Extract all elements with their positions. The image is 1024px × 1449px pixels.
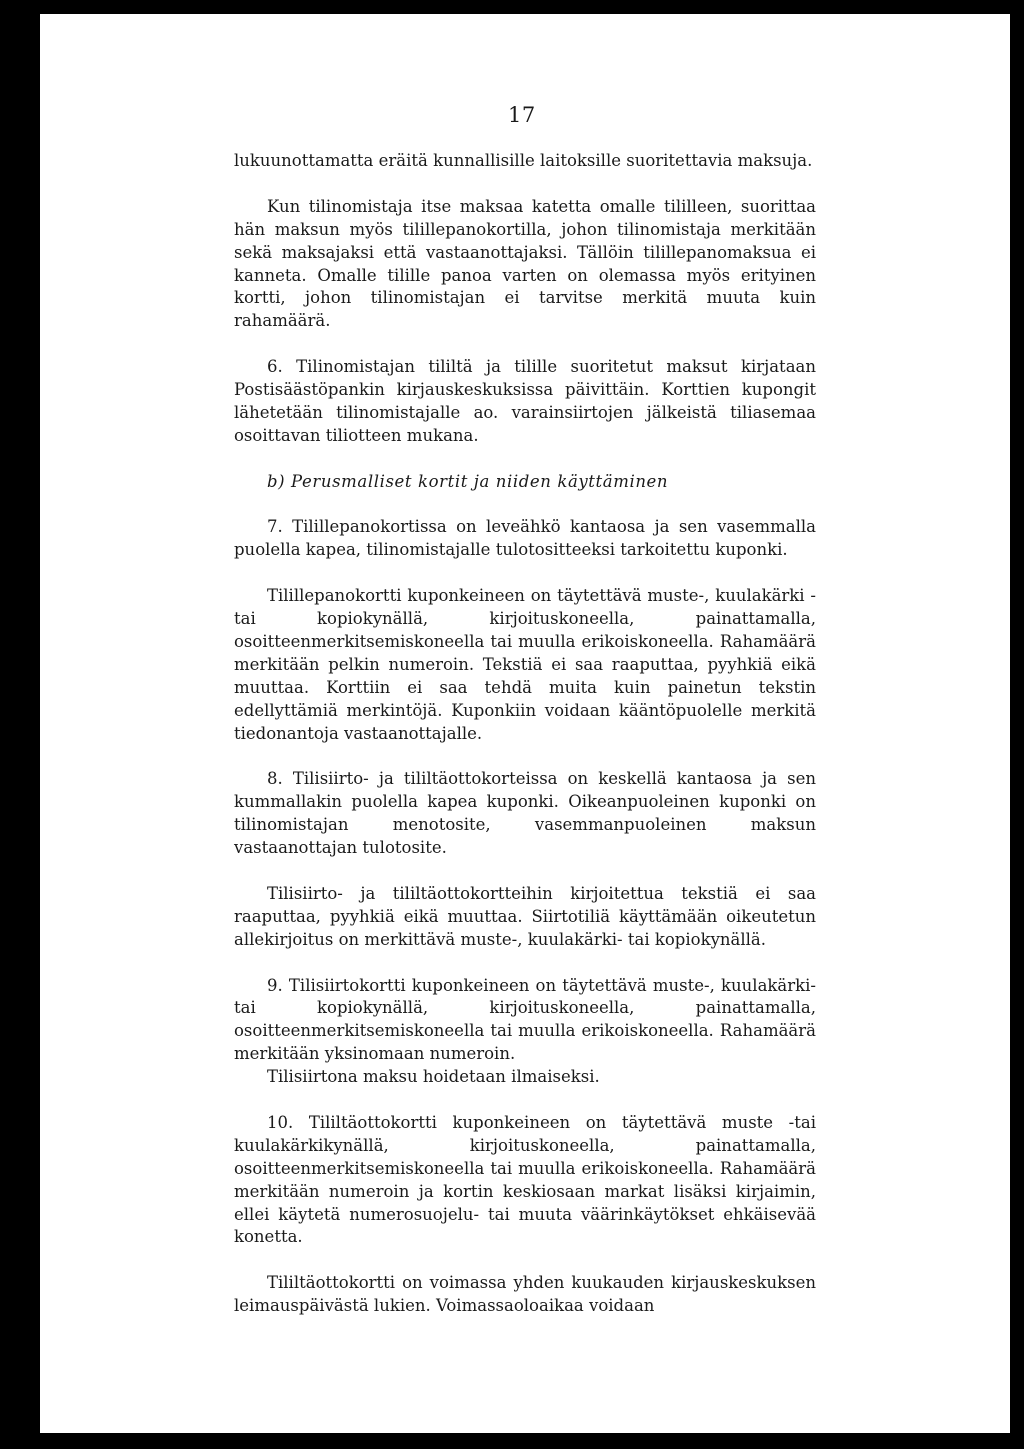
paragraph-9: 9. Tilisiirtokortti kuponkeineen on täytettävä muste-, kuulakärki- tai kopiokynällä, kirjoituskoneella, painattamalla, osoitteenmerkitsemiskoneella tai muulla erikoiskoneella. Rahamäärä merkitään yksinomaan numeroin. — [234, 975, 816, 1064]
paragraph-continuation: lukuunottamatta eräitä kunnallisille laitoksille suoritettavia maksuja. — [234, 151, 813, 170]
scan-border-bottom — [0, 1433, 1024, 1449]
scan-border-left — [0, 0, 14, 1449]
paragraph-7: 7. Tilillepanokortissa on leveähkö kantaosa ja sen vasemmalla puolella kapea, tilinomistajalle tulotositteeksi tarkoitettu kuponki. — [234, 517, 816, 560]
scan-border-right — [1010, 0, 1024, 1449]
paragraph-deposit-card-filling: Tilillepanokortti kuponkeineen on täytettävä muste-, kuulakärki -tai kopiokynällä, kirjoituskoneella, painattamalla, osoitteenmerkitsemiskoneella tai muulla erikoiskoneella. Rahamäärä merkitään pelkin numeroin. Tekstiä ei saa raaputtaa, pyyhkiä eikä muuttaa. Korttiin ei saa tehdä muita kuin painetun tekstin edellyttämiä merkintöjä. Kuponkiin voidaan kääntöpuolelle merkitä tiedonantoja vastaanottajalle. — [234, 586, 816, 743]
paragraph-transfer-text-rules: Tilisiirto- ja tililtäottokortteihin kirjoitettua tekstiä ei saa raaputtaa, pyyhkiä eikä muuttaa. Siirtotiliä käyttämään oikeutetun allekirjoitus on merkittävä muste-, kuulakärki- tai kopiokynällä. — [234, 883, 816, 949]
paragraph-withdrawal-validity: Tililtäottokortti on voimassa yhden kuukauden kirjauskeskuksen leimauspäivästä lukien. Voimassaoloaikaa voidaan — [234, 1273, 816, 1316]
body-text — [234, 150, 816, 1318]
section-heading: b) Perusmalliset kortit ja niiden käyttäminen — [267, 471, 669, 491]
paragraph-8: 8. Tilisiirto- ja tililtäottokorteissa on keskellä kantaosa ja sen kummallakin puolella kapea kuponki. Oikeanpuoleinen kuponki on tilinomistajan menotosite, vasemmanpuoleinen maksun vastaanottajan tulotosite. — [234, 769, 816, 858]
paragraph-transfer-free: Tilisiirtona maksu hoidetaan ilmaiseksi. — [267, 1067, 600, 1087]
scan-border-shadow — [14, 14, 40, 1434]
page-number: 17 — [508, 103, 536, 127]
scan-border-top — [0, 0, 1024, 14]
paragraph-10: 10. Tililtäottokortti kuponkeineen on täytettävä muste -tai kuulakärkikynällä, kirjoituskoneella, painattamalla, osoitteenmerkitsemiskoneella tai muulla erikoiskoneella. Rahamäärä merkitään numeroin ja kortin keskiosaan markat lisäksi kirjaimin, ellei käytetä numerosuojelu- tai muuta väärinkäytökset ehkäisevää konetta. — [234, 1112, 816, 1247]
paragraph-own-account-deposit: Kun tilinomistaja itse maksaa katetta omalle tililleen, suorittaa hän maksun myös tilillepanokortilla, johon tilinomistaja merkitään sekä maksajaksi että vastaanottajaksi. Tällöin tilillepanomaksua ei kanneta. Omalle tilille panoa varten on olemassa myös erityinen kortti, johon tilinomistajan ei tarvitse merkitä muuta kuin rahamäärä. — [234, 196, 816, 331]
paragraph-6: 6. Tilinomistajan tililtä ja tilille suoritetut maksut kirjataan Postisäästöpankin kirjauskeskuksissa päivittäin. Korttien kupongit lähetetään tilinomistajalle ao. varainsiirtojen jälkeistä tiliasemaa osoittavan tiliotteen mukana. — [234, 357, 816, 445]
